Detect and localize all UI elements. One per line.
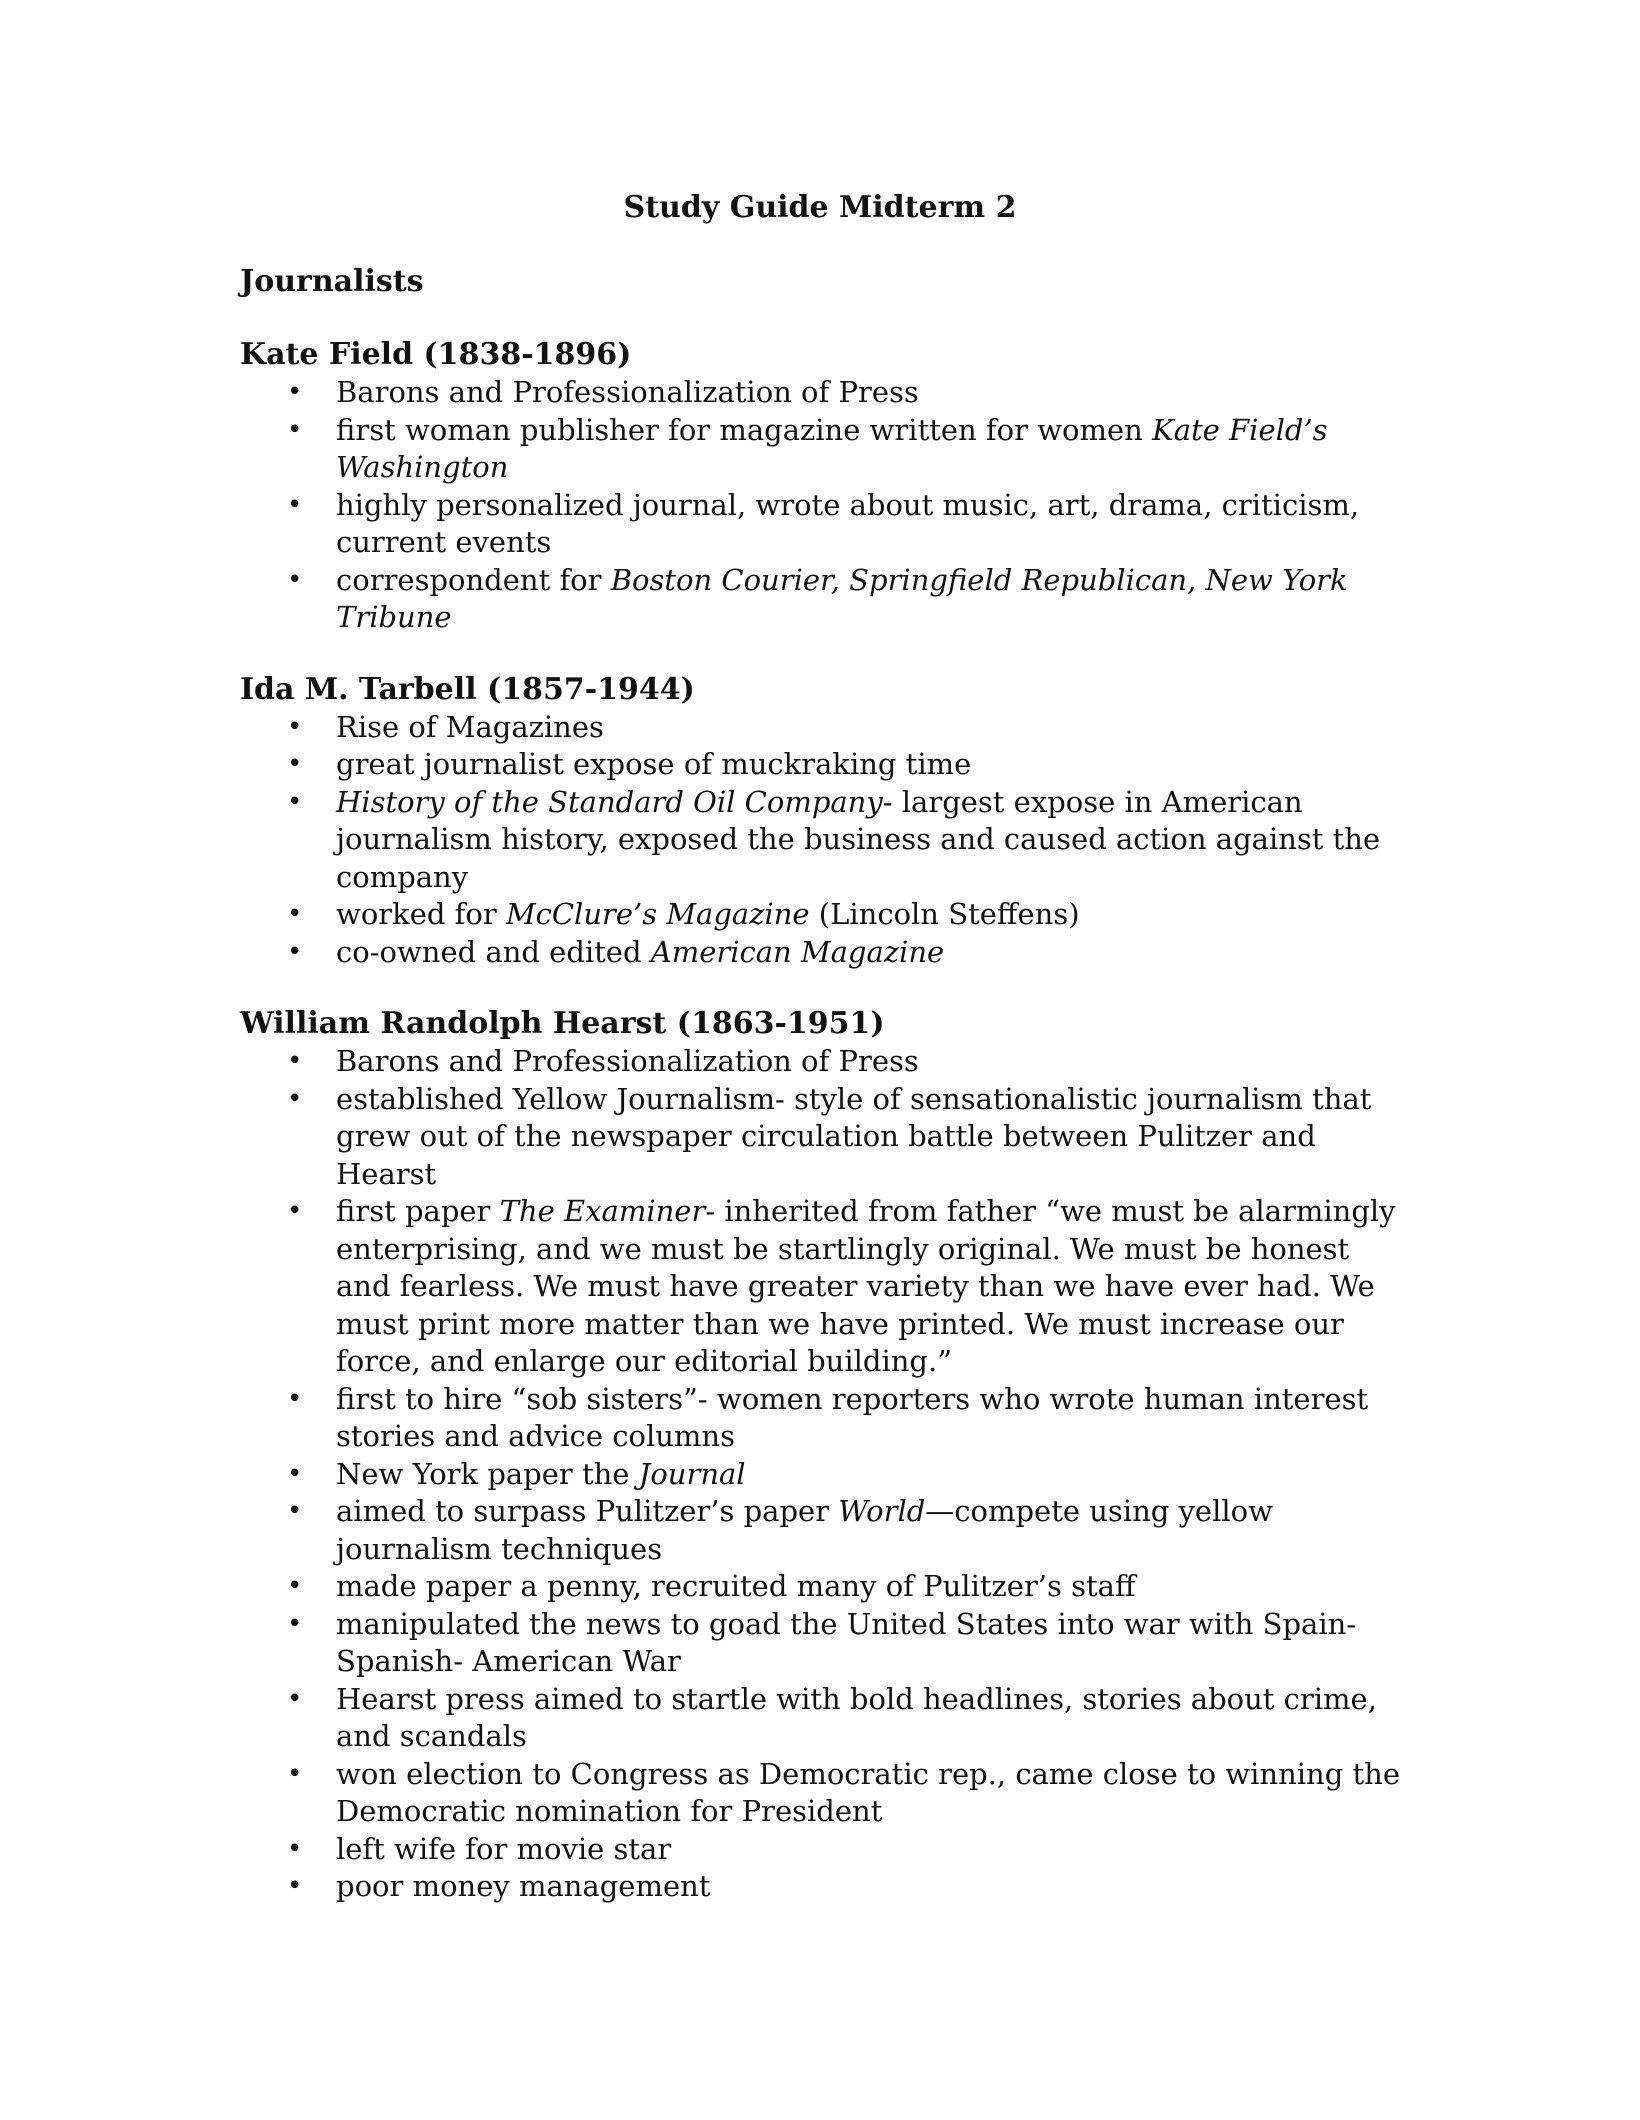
journalist-name: Ida M. Tarbell xyxy=(240,671,477,707)
fact-item xyxy=(287,1081,1400,1194)
bullet-icon: • xyxy=(287,786,303,817)
fact-text: first woman publisher for magazine written for women xyxy=(336,412,1153,447)
journalist-section xyxy=(240,336,1400,637)
bullet-icon: • xyxy=(287,1608,303,1639)
bullet-icon: • xyxy=(287,1571,303,1601)
fact-item xyxy=(287,1756,1400,1831)
bullet-icon: • xyxy=(287,1046,303,1076)
fact-item xyxy=(287,1868,1400,1906)
section-heading-journalists: Journalists xyxy=(240,264,424,299)
fact-text: Barons and Professionalization of Press xyxy=(336,375,919,409)
fact-item xyxy=(287,1193,1400,1381)
fact-item xyxy=(287,784,1400,897)
fact-item xyxy=(287,934,1400,972)
journalist-name: Kate Field xyxy=(240,337,414,372)
fact-item xyxy=(287,1456,1400,1494)
fact-item xyxy=(287,1681,1400,1756)
fact-italic-text: Kate Field’s Washington xyxy=(336,412,1328,484)
journalist-heading xyxy=(240,1005,1400,1043)
fact-text: made paper a penny, recruited many of Pulitzer’s staff xyxy=(336,1569,1136,1603)
fact-list xyxy=(240,1043,1400,1906)
journalist-name: William Randolph Hearst xyxy=(240,1006,667,1041)
journalist-heading xyxy=(240,336,1400,374)
fact-text: co-owned and edited xyxy=(336,934,651,969)
fact-text: (Lincoln Steffens) xyxy=(809,897,1080,931)
fact-text: —compete using yellow journalism techniques xyxy=(336,1494,1273,1566)
fact-text: established Yellow Journalism- style of sensationalistic journalism that grew out of the newspaper circulation battle between Pulitzer and Hearst xyxy=(336,1081,1372,1191)
journalist-heading xyxy=(240,671,1400,709)
bullet-icon: • xyxy=(287,711,303,742)
fact-item xyxy=(287,1831,1400,1869)
fact-list xyxy=(240,374,1400,637)
fact-italic-text: The Examiner xyxy=(499,1194,706,1228)
fact-item xyxy=(287,374,1400,412)
fact-text: worked for xyxy=(336,897,506,931)
bullet-icon: • xyxy=(287,564,303,595)
journalist-years: (1857-1944) xyxy=(487,671,695,707)
bullet-icon: • xyxy=(287,749,303,779)
fact-text: manipulated the news to goad the United States into war with Spain- Spanish- American War xyxy=(336,1606,1357,1678)
bullet-icon: • xyxy=(287,414,303,445)
fact-text: great journalist expose of muckraking time xyxy=(336,747,972,781)
fact-item xyxy=(287,709,1400,747)
journalist-section xyxy=(240,671,1400,972)
fact-item xyxy=(287,746,1400,784)
fact-italic-text: Journal xyxy=(638,1456,746,1491)
fact-text: Barons and Professionalization of Press xyxy=(336,1044,919,1078)
fact-italic-text: McClure’s Magazine xyxy=(505,897,810,931)
fact-italic-text: Boston Courier, Springfield Republican, New York Tribune xyxy=(336,562,1348,634)
bullet-icon: • xyxy=(287,489,303,520)
fact-text: - largest expose in American journalism history, exposed the business and caused action against the company xyxy=(336,784,1381,894)
fact-item xyxy=(287,562,1400,637)
journalist-years: (1863-1951) xyxy=(676,1006,885,1041)
fact-text: correspondent for xyxy=(336,562,611,597)
fact-italic-text: American Magazine xyxy=(650,934,945,969)
bullet-icon: • xyxy=(287,1683,303,1714)
fact-text: Hearst press aimed to startle with bold headlines, stories about crime, and scandals xyxy=(336,1681,1377,1753)
fact-list xyxy=(240,709,1400,972)
fact-item xyxy=(287,412,1400,487)
fact-item xyxy=(287,1568,1400,1606)
bullet-icon: • xyxy=(287,1383,303,1414)
bullet-icon: • xyxy=(287,1458,303,1489)
fact-text: first paper xyxy=(336,1194,500,1228)
fact-item xyxy=(287,1381,1400,1456)
bullet-icon: • xyxy=(287,1758,303,1789)
bullet-icon: • xyxy=(287,1871,303,1901)
bullet-icon: • xyxy=(287,1496,303,1526)
fact-italic-text: World xyxy=(838,1494,926,1528)
bullet-icon: • xyxy=(287,899,303,929)
fact-item xyxy=(287,896,1400,934)
journalist-years: (1838-1896) xyxy=(423,337,632,372)
fact-item xyxy=(287,487,1400,562)
fact-text: New York paper the xyxy=(336,1456,639,1491)
fact-item xyxy=(287,1043,1400,1081)
bullet-icon: • xyxy=(287,936,303,967)
fact-text: aimed to surpass Pulitzer’s paper xyxy=(336,1494,839,1528)
bullet-icon: • xyxy=(287,1196,303,1226)
fact-text: won election to Congress as Democratic rep., came close to winning the Democratic nomination for President xyxy=(336,1756,1400,1828)
bullet-icon: • xyxy=(287,1833,303,1864)
fact-text: Rise of Magazines xyxy=(336,709,604,744)
fact-text: left wife for movie star xyxy=(336,1831,672,1866)
journalist-list xyxy=(240,336,1400,1906)
journalist-section xyxy=(240,1005,1400,1906)
fact-item xyxy=(287,1606,1400,1681)
bullet-icon: • xyxy=(287,1083,303,1114)
document-body xyxy=(240,262,1400,1940)
bullet-icon: • xyxy=(287,377,303,407)
fact-text: poor money management xyxy=(336,1869,711,1903)
fact-text: first to hire “sob sisters”- women reporters who wrote human interest stories and advice columns xyxy=(336,1381,1369,1453)
fact-text: - inherited from father “we must be alarmingly enterprising, and we must be startlingly original. We must be honest and fearless. We must have greater variety than we have ever had. We must print more matter than we have printed. We must increase our force, and enlarge our editorial building.” xyxy=(336,1194,1396,1378)
fact-item xyxy=(287,1493,1400,1568)
fact-italic-text: History of the Standard Oil Company xyxy=(336,784,883,819)
fact-text: highly personalized journal, wrote about music, art, drama, criticism, current events xyxy=(336,487,1360,559)
document-title: Study Guide Midterm 2 xyxy=(623,190,1017,225)
